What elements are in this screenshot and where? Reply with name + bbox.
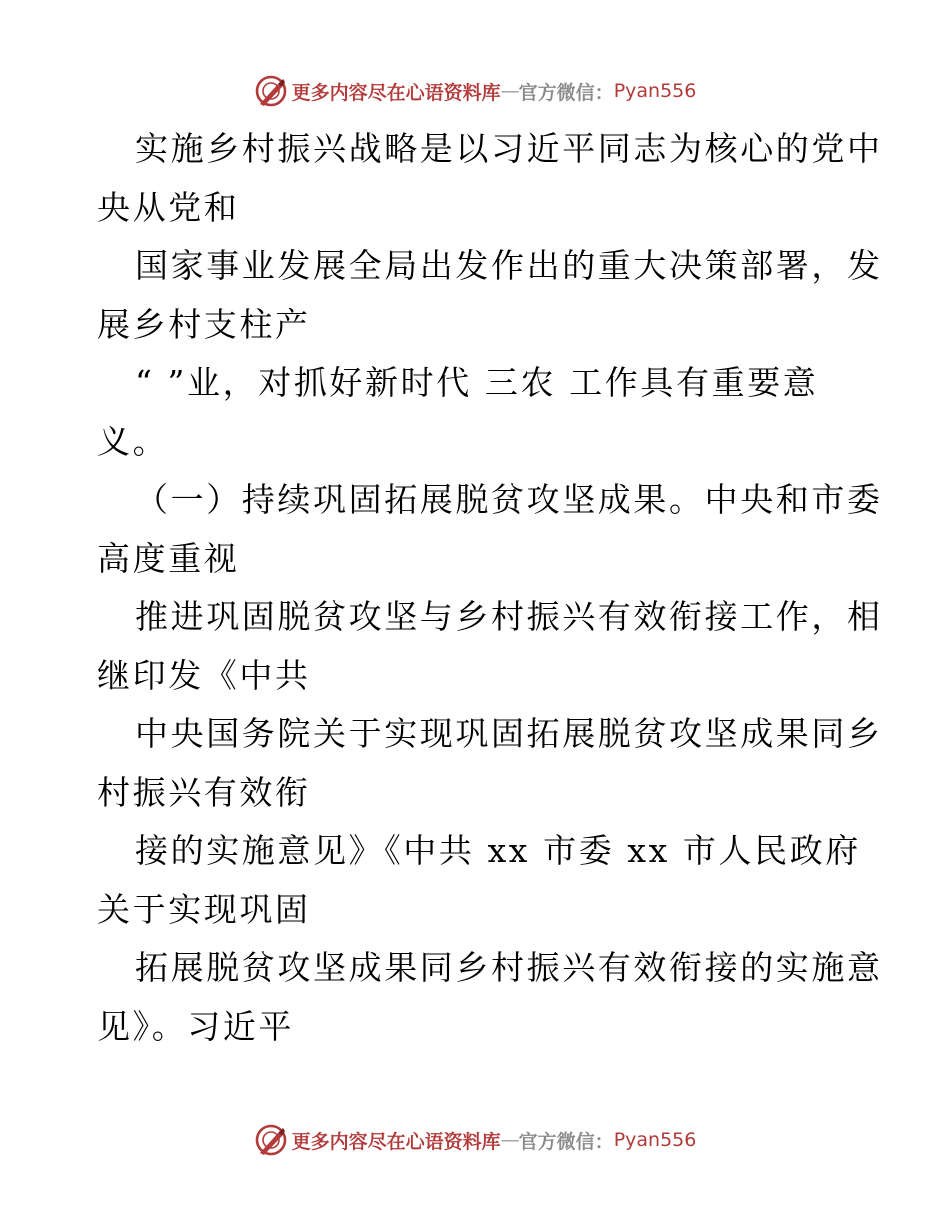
body-line: 拓展脱贫攻坚成果同乡村振兴有效衔接的实施意 <box>135 948 883 987</box>
body-line: 推进巩固脱贫攻坚与乡村振兴有效衔接工作，相 <box>135 597 883 636</box>
body-line: 实施乡村振兴战略是以习近平同志为核心的党中 <box>135 129 883 168</box>
header-banner <box>0 71 950 111</box>
body-line: 国家事业发展全局出发作出的重大决策部署，发 <box>135 246 883 285</box>
body-line: “ ”业，对抓好新时代 三农 工作具有重要意 <box>135 363 819 402</box>
body-line: 央从党和 <box>97 187 240 227</box>
document-body <box>97 120 883 1056</box>
banner-label: 官方微信： <box>518 81 614 104</box>
footer-banner <box>0 1120 950 1160</box>
banner-main-text: 更多内容尽在心语资料库 <box>291 1130 501 1153</box>
body-line: 村振兴有效衔 <box>97 772 311 812</box>
body-line: 接的实施意见》《中共 xx 市委 xx 市人民政府 <box>135 831 861 870</box>
body-line: （一）持续巩固拓展脱贫攻坚成果。中央和市委 <box>135 480 883 519</box>
body-line: 高度重视 <box>97 538 240 578</box>
banner-main-text: 更多内容尽在心语资料库 <box>291 81 501 104</box>
pen-logo-icon <box>254 1123 288 1157</box>
banner-dash: — <box>500 80 519 102</box>
banner-label: 官方微信： <box>518 1130 614 1153</box>
banner-dash: — <box>500 1129 519 1151</box>
body-line: 关于实现巩固 <box>97 889 311 929</box>
body-line: 见》。习近平 <box>97 1006 295 1046</box>
pen-logo-icon <box>254 74 288 108</box>
body-line: 义。 <box>97 421 169 461</box>
body-line: 中央国务院关于实现巩固拓展脱贫攻坚成果同乡 <box>135 714 883 753</box>
banner-account: Pyan556 <box>613 1129 697 1151</box>
banner-account: Pyan556 <box>613 80 697 102</box>
body-line: 继印发《中共 <box>97 655 311 695</box>
body-line: 展乡村支柱产 <box>97 304 311 344</box>
